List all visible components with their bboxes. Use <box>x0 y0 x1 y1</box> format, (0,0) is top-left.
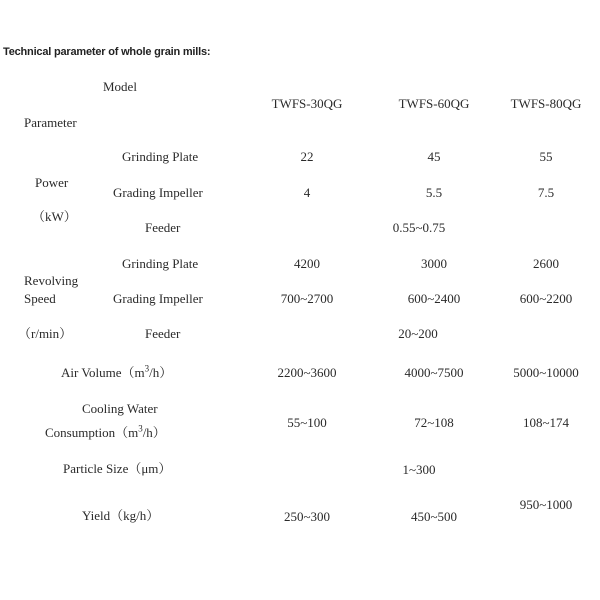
power-grinding-plate-value-1: 22 <box>300 149 314 164</box>
cooling-water-label-text: Consumption（m <box>45 425 139 440</box>
power-grading-impeller-label: Grading Impeller <box>113 185 203 200</box>
speed-feeder-value: 20~200 <box>398 326 438 341</box>
particle-size-label: Particle Size（μm） <box>63 461 172 476</box>
yield-label: Yield（kg/h） <box>82 508 160 523</box>
speed-grading-impeller-value-3: 600~2200 <box>519 291 573 306</box>
yield-value-1: 250~300 <box>283 509 331 524</box>
speed-grinding-plate-value-1: 4200 <box>294 256 320 271</box>
cooling-water-value-2: 72~108 <box>414 415 454 430</box>
model-header-3: TWFS-80QG <box>510 96 582 111</box>
heading: Technical parameter of whole grain mills: <box>3 46 211 58</box>
parameter-label: Parameter <box>24 115 77 130</box>
speed-label-line1: Revolving <box>24 273 79 288</box>
power-grading-impeller-value-3: 7.5 <box>537 185 555 200</box>
speed-grinding-plate-value-2: 3000 <box>421 256 447 271</box>
power-unit: （kW） <box>32 209 77 224</box>
power-grinding-plate-value-3: 55 <box>539 149 553 164</box>
cooling-water-label-sup: 3 <box>138 423 143 434</box>
air-volume-label-sup: 3 <box>144 363 150 374</box>
speed-feeder-label: Feeder <box>145 326 181 341</box>
air-volume-value-1: 2200~3600 <box>277 365 337 380</box>
speed-unit: （r/min） <box>18 326 73 341</box>
model-label: Model <box>103 79 137 94</box>
speed-label-line2: Speed <box>24 291 56 306</box>
cooling-water-label-line2 <box>45 425 166 441</box>
model-header-2: TWFS-60QG <box>398 96 470 111</box>
speed-grinding-plate-label: Grinding Plate <box>122 256 199 271</box>
speed-grading-impeller-value-1: 700~2700 <box>280 291 334 306</box>
speed-grading-impeller-label: Grading Impeller <box>113 291 203 306</box>
air-volume-value-3: 5000~10000 <box>513 365 579 380</box>
air-volume-value-2: 4000~7500 <box>404 365 464 380</box>
cooling-water-value-1: 55~100 <box>287 415 327 430</box>
air-volume-label-text: Air Volume（m <box>61 365 145 380</box>
power-grading-impeller-value-2: 5.5 <box>425 185 443 200</box>
speed-grading-impeller-value-2: 600~2400 <box>407 291 461 306</box>
cooling-water-label-line1: Cooling Water <box>82 401 158 416</box>
particle-size-value: 1~300 <box>402 462 436 477</box>
power-label: Power <box>35 175 69 190</box>
power-grinding-plate-value-2: 45 <box>427 149 441 164</box>
power-feeder-value: 0.55~0.75 <box>392 220 446 235</box>
power-feeder-label: Feeder <box>145 220 181 235</box>
power-grading-impeller-value-1: 4 <box>303 185 311 200</box>
power-grinding-plate-label: Grinding Plate <box>122 149 199 164</box>
cooling-water-value-3: 108~174 <box>522 415 570 430</box>
air-volume-label-end: /h） <box>149 365 173 380</box>
air-volume-label <box>61 365 172 381</box>
speed-grinding-plate-value-3: 2600 <box>533 256 559 271</box>
model-header-1: TWFS-30QG <box>271 96 343 111</box>
yield-value-3: 950~1000 <box>519 497 573 512</box>
yield-value-2: 450~500 <box>410 509 458 524</box>
cooling-water-label-end: /h） <box>142 425 166 440</box>
